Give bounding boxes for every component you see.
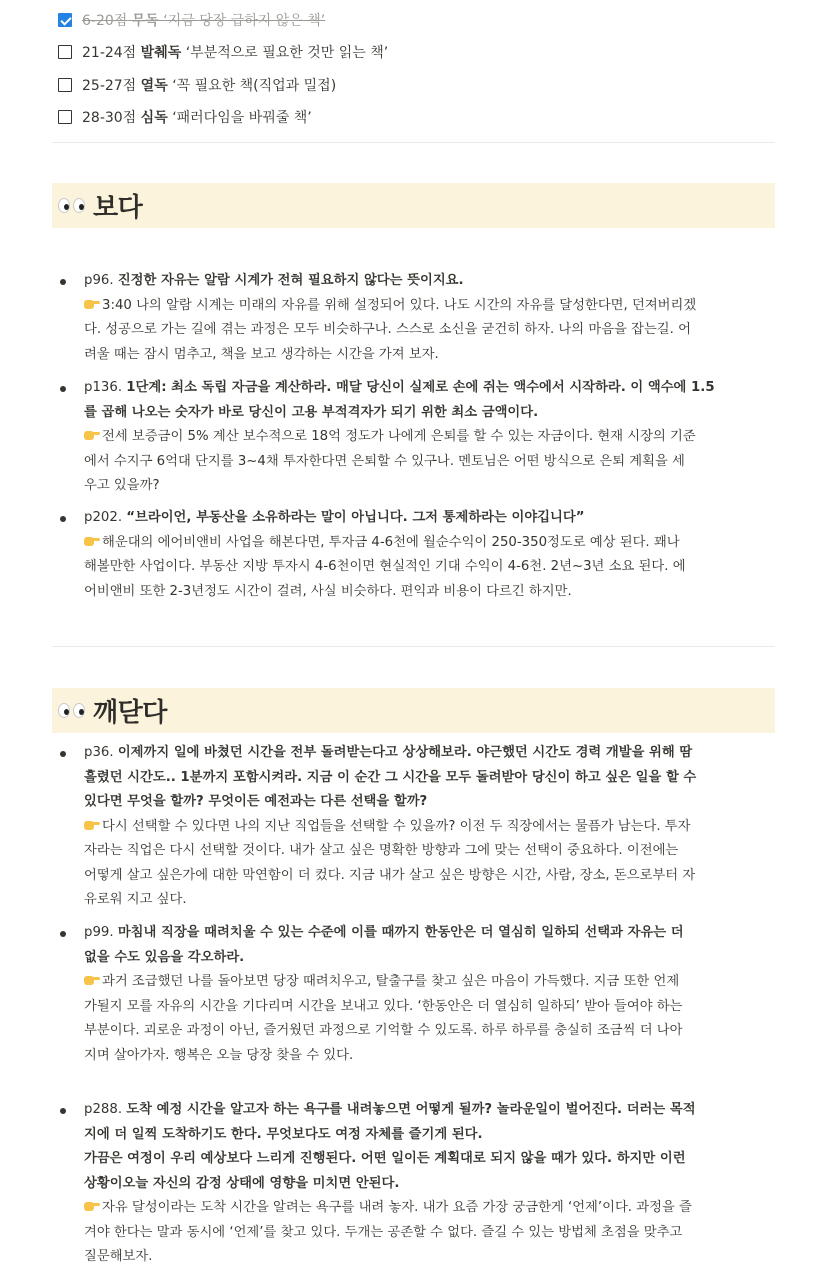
note-line: 해운대의 에어비앤비 사업을 해본다면, 투자금 4-6천에 월순수익이 250-350정도로 예상 된다. 꽤나 xyxy=(84,531,776,556)
pointing-hand-icon xyxy=(84,1200,100,1212)
quote-line: p202. “브라이언, 부동산을 소유하라는 말이 아닙니다. 그저 통제하라는 이야깁니다” xyxy=(84,510,585,525)
quote-line: 있다면 무엇을 할까? 무엇이든 예전과는 다른 선택을 할까? xyxy=(84,794,428,809)
quote-line: p288. 도착 예정 시간을 알고자 하는 욕구를 내려놓으면 어떻게 될까? 놀라운일이 벌어진다. 더러는 목적 xyxy=(84,1102,696,1117)
quote-line: p99. 마침내 직장을 때려치울 수 있는 수준에 이를 때까지 한동안은 더 열심히 일하되 선택과 자유는 더 xyxy=(84,925,684,940)
pointing-hand-icon xyxy=(84,974,100,986)
note-line: 자라는 직업은 다시 선택할 것이다. 내가 살고 싶은 명확한 방향과 그에 맞는 선택이 중요하다. 이전에는 xyxy=(84,843,679,858)
quote-line: 흘렸던 시간도.. 1분까지 포함시켜라. 지금 이 순간 그 시간을 모두 돌려받아 당신이 하고 싶은 일을 할 수 xyxy=(84,769,697,785)
note-line: 겨야 한다는 말과 동시에 ‘언제’를 찾고 있다. 두개는 공존할 수 없다. 즐길 수 있는 방법체 초점을 맞추고 xyxy=(84,1224,683,1240)
note-line: 해볼만한 사업이다. 부동산 지방 투자시 4-6천이면 현실적인 기대 수익이 4-6천. 2년~3년 소요 된다. 에 xyxy=(84,559,686,574)
section-title: 보다 xyxy=(93,193,143,223)
quote-line: p136. 1단계: 최소 독립 자금을 계산하라. 매달 당신이 실제로 손에 쥐는 액수에서 시작하라. 이 액수에 1.5 xyxy=(84,380,715,395)
checkbox[interactable] xyxy=(58,78,72,92)
eyes-icon xyxy=(58,703,85,718)
list-item xyxy=(58,376,776,499)
checklist-text: 28-30점 심독 ‘패러다임을 바꿔줄 책’ xyxy=(82,110,312,126)
note-line: 에서 수지구 6억대 단지를 3~4채 투자한다면 은퇴할 수 있구나. 멘토님은 어떤 방식으로 은퇴 계획을 세 xyxy=(84,453,685,469)
bullet xyxy=(60,931,66,937)
note-line: 질문해보자. xyxy=(84,1249,153,1264)
note-line: 지며 살아가자. 행복은 오늘 당장 찾을 수 있다. xyxy=(84,1047,354,1063)
quote-line: 없을 수도 있음을 각오하라. xyxy=(84,949,245,965)
bullet xyxy=(60,516,66,522)
note-line: 다. 성공으로 가는 길에 겪는 과정은 모두 비슷하구나. 스스로 소신을 굳건히 하자. 나의 마음을 잡는길. 어 xyxy=(84,322,691,337)
checklist-item[interactable] xyxy=(58,9,325,31)
bullet xyxy=(60,386,66,392)
quote-line: 지에 더 일찍 도착하기도 한다. 무엇보다도 여정 자체를 즐기게 된다. xyxy=(84,1126,483,1142)
checklist-text: 25-27점 열독 ‘꼭 필요한 책(직업과 밀접) xyxy=(82,78,337,94)
pointing-hand-icon xyxy=(84,535,100,547)
list-item xyxy=(58,741,776,913)
section-heading xyxy=(52,183,775,228)
note-line: 과거 조급했던 나를 돌아보면 당장 때려치우고, 탈출구를 찾고 싶은 마음이 가득했다. 지금 또한 언제 xyxy=(84,970,776,995)
list-item xyxy=(58,506,776,604)
checklist-text: 6-20점 무독 ‘지금 당장 급하지 않은 책’ xyxy=(82,13,326,29)
pointing-hand-icon xyxy=(84,819,100,831)
eyes-icon xyxy=(58,198,85,213)
checkbox[interactable] xyxy=(58,45,72,59)
note-line: 자유 달성이라는 도착 시간을 알려는 욕구를 내려 놓자. 내가 요즘 가장 궁금한게 ‘언제’이다. 과정을 즐 xyxy=(84,1196,776,1221)
quote-line: 를 곱해 나오는 숫자가 바로 당신이 고용 부적격자가 되기 위한 최소 금액이다. xyxy=(84,404,539,420)
pointing-hand-icon xyxy=(84,429,100,441)
note-line: 려울 때는 잠시 멈추고, 책을 보고 생각하는 시간을 가져 보자. xyxy=(84,346,439,362)
checklist-item[interactable] xyxy=(58,41,388,63)
bullet xyxy=(60,279,66,285)
note-line: 어비앤비 또한 2-3년정도 시간이 걸려, 사실 비슷하다. 편익과 비용이 다르긴 하지만. xyxy=(84,583,572,599)
divider xyxy=(52,646,775,647)
quote-line: 가끔은 여정이 우리 예상보다 느리게 진행된다. 어떤 일이든 계획대로 되지 않을 때가 있다. 하지만 이런 xyxy=(84,1151,686,1166)
note-line: 3:40 나의 알람 시계는 미래의 자유를 위해 설정되어 있다. 나도 시간의 자유를 달성한다면, 던져버리겠 xyxy=(84,294,776,319)
checkbox-checked[interactable] xyxy=(58,13,72,27)
note-line: 유로워 지고 싶다. xyxy=(84,892,187,907)
bullet xyxy=(60,751,66,757)
pointing-hand-icon xyxy=(84,298,100,310)
note-line: 가될지 모를 자유의 시간을 기다리며 시간을 보내고 있다. ‘한동안은 더 열심히 일하되’ 받아 들여야 하는 xyxy=(84,998,683,1014)
divider xyxy=(52,142,775,143)
note-line: 부분이다. 괴로운 과정이 아닌, 즐거웠던 과정으로 기억할 수 있도록. 하루 하루를 충실히 조금씩 더 나아 xyxy=(84,1023,683,1038)
checklist-item[interactable] xyxy=(58,106,312,128)
note-line: 우고 있을까? xyxy=(84,478,160,493)
list-item xyxy=(58,269,776,367)
list-item xyxy=(58,921,776,1068)
note-line: 다시 선택할 수 있다면 나의 지난 직업들을 선택할 수 있을까? 이전 두 직장에서는 물픔가 남는다. 투자 xyxy=(84,815,776,840)
note-line: 어떻게 살고 싶은가에 대한 막연함이 더 컸다. 지금 내가 살고 싶은 방향은 시간, 사람, 장소, 돈으로부터 자 xyxy=(84,867,696,883)
note-line: 전세 보증금이 5% 계산 보수적으로 18억 정도가 나에게 은퇴를 할 수 있는 자금이다. 현재 시장의 기준 xyxy=(84,425,776,450)
quote-line: p96. 진정한 자유는 알람 시계가 전혀 필요하지 않다는 뜻이지요. xyxy=(84,273,464,288)
quote-line: p36. 이제까지 일에 바쳤던 시간을 전부 돌려받는다고 상상해보라. 야근했던 시간도 경력 개발을 위해 땀 xyxy=(84,745,693,760)
list-item xyxy=(58,1098,776,1270)
checklist-item[interactable] xyxy=(58,74,336,96)
section-title: 깨닫다 xyxy=(93,698,167,728)
checkbox[interactable] xyxy=(58,110,72,124)
bullet xyxy=(60,1108,66,1114)
quote-line: 상황이오늘 자신의 감정 상태에 영향을 미치면 안된다. xyxy=(84,1175,400,1191)
checklist-text: 21-24점 발췌독 ‘부분적으로 필요한 것만 읽는 책’ xyxy=(82,45,389,61)
section-heading xyxy=(52,688,775,733)
